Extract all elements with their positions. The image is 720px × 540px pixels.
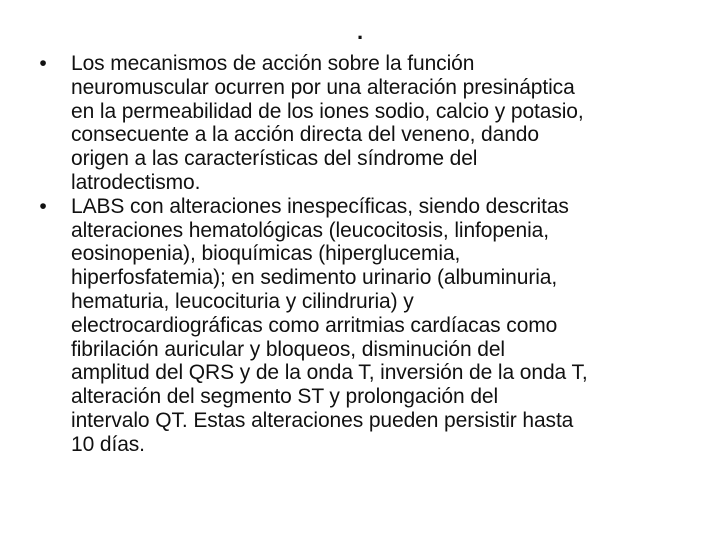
bullet-line: fibrilación auricular y bloqueos, disminución del <box>71 337 505 361</box>
bullet-line: alteraciones hematológicas (leucocitosis, linfopenia, <box>71 218 549 242</box>
bullet-list <box>0 52 700 457</box>
bullet-line: consecuente a la acción directa del veneno, dando <box>71 123 539 147</box>
bullet-dot-icon: • <box>39 194 47 218</box>
bullet-line: 10 días. <box>71 432 145 456</box>
bullet-line: Los mecanismos de acción sobre la función <box>71 52 475 75</box>
bullet-item-mechanisms <box>0 52 700 195</box>
bullet-item-labs <box>0 195 700 457</box>
bullet-line: intervalo QT. Estas alteraciones pueden persistir hasta <box>71 408 574 432</box>
bullet-line: origen a las características del síndrome del <box>71 147 478 171</box>
bullet-line: amplitud del QRS y de la onda T, inversión de la onda T, <box>71 361 588 385</box>
bullet-line: eosinopenia), bioquímicas (hiperglucemia, <box>71 242 461 266</box>
bullet-line: latrodectismo. <box>71 170 201 194</box>
bullet-line: en la permeabilidad de los iones sodio, calcio y potasio, <box>71 99 584 123</box>
bullet-dot-icon: • <box>39 52 47 75</box>
bullet-line: neuromuscular ocurren por una alteración presináptica <box>71 75 575 99</box>
bullet-line: electrocardiográficas como arritmias cardíacas como <box>71 313 558 337</box>
bullet-line: alteración del segmento ST y prolongación del <box>71 385 499 409</box>
bullet-line: hematuria, leucocituria y cilindruria) y <box>71 289 414 313</box>
bullet-line: LABS con alteraciones inespecíficas, siendo descritas <box>71 194 569 218</box>
bullet-line: hiperfosfatemia); en sedimento urinario (albuminuria, <box>71 266 558 290</box>
slide-title: . <box>356 19 364 44</box>
